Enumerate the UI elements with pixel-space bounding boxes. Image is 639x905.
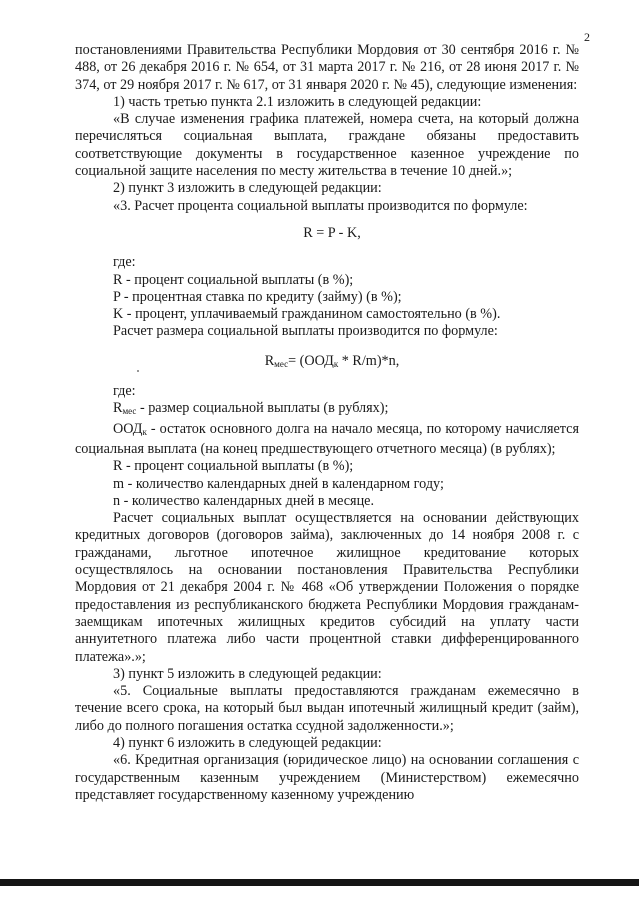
formula-size: $R_{мес}= (ООД_к * R/m)*n$,: [264, 352, 400, 369]
item-3-heading: 3) пункт 5 изложить в следующей редакции:: [113, 665, 382, 682]
def-m: m - количество календарных дней в календарном году;: [113, 475, 444, 492]
def-k: K - процент, уплачиваемый гражданином самостоятельно (в %).: [113, 306, 501, 323]
paragraph-calculation: Расчет социальных выплат осуществляется на основании действующих кредитных договоров (договоров займа), заключенных до 14 ноября 2008 г. с гражданами, льготное ипотечное жилищное кредитование которых осуществлялось на основании постановления Правительства Республики Мордовия от 21 декабря 2004 г. № 468 «Об утверждении Положения о порядке предоставления из республиканского бюджета Республики Мордовия гражданам-заемщикам ипотечных жилищных кредитов субсидий на уплату части аннуитетного платежа либо части процентной ставки дифференцированного платежа».»;: [75, 510, 579, 665]
calc-size-intro: Расчет размера социальной выплаты производится по формуле:: [113, 323, 498, 340]
item-2-heading: 2) пункт 3 изложить в следующей редакции:: [113, 180, 382, 197]
item-4-heading: 4) пункт 6 изложить в следующей редакции:: [113, 734, 382, 751]
paragraph-intro: постановлениями Правительства Республики Мордовия от 30 сентября 2016 г. № 488, от 26 декабря 2016 г. № 654, от 31 марта 2017 г. № 216, от 28 июня 2017 г. № 374, от 29 ноября 2017 г. № 617, от 31 января 2020 г. № 45), следующие изменения:: [75, 42, 579, 93]
page-number: 2: [584, 30, 590, 44]
def-rmes: $R_{мес}$ - размер социальной выплаты (в рублях);: [113, 400, 389, 417]
item-1-heading: 1) часть третью пункта 2.1 изложить в следующей редакции:: [113, 93, 482, 110]
where-label-1: где:: [113, 254, 136, 271]
item-2-text: «3. Расчет процента социальной выплаты производится по формуле:: [113, 197, 528, 214]
item-3-text: «5. Социальные выплаты предоставляются гражданам ежемесячно в течение всего срока, на который был выдан ипотечный жилищный кредит (займ), либо до полного погашения остатка ссудной задолженности.»;: [75, 683, 579, 734]
document-body: [75, 42, 579, 804]
def-n: n - количество календарных дней в месяце.: [113, 492, 375, 509]
def-p: P - процентная ставка по кредиту (займу) (в %);: [113, 288, 402, 305]
scan-speck: [137, 370, 139, 372]
formula-percent: R = P - K,: [303, 224, 361, 241]
item-1-text: «В случае изменения графика платежей, номера счета, на который должна перечисляться социальная выплата, граждане обязаны предоставить соответствующие документы в государственное казенное учреждение по социальной защите населения по месту жительства в течение 10 дней.»;: [75, 111, 579, 180]
where-label-2: где:: [113, 383, 136, 400]
def-r-2: R - процент социальной выплаты (в %);: [113, 458, 354, 475]
scan-edge-line: [0, 879, 639, 886]
def-r: R - процент социальной выплаты (в %);: [113, 271, 354, 288]
def-ood: $ООД_к$ - остаток основного долга на начало месяца, по которому начисляется социальная выплата (на конец предшествующего отчетного месяца) (в рублях);: [75, 420, 579, 457]
item-4-text: «6. Кредитная организация (юридическое лицо) на основании соглашения с государственным казенным учреждением (Министерством) ежемесячно представляет государственному казенному учреждению: [75, 752, 579, 803]
